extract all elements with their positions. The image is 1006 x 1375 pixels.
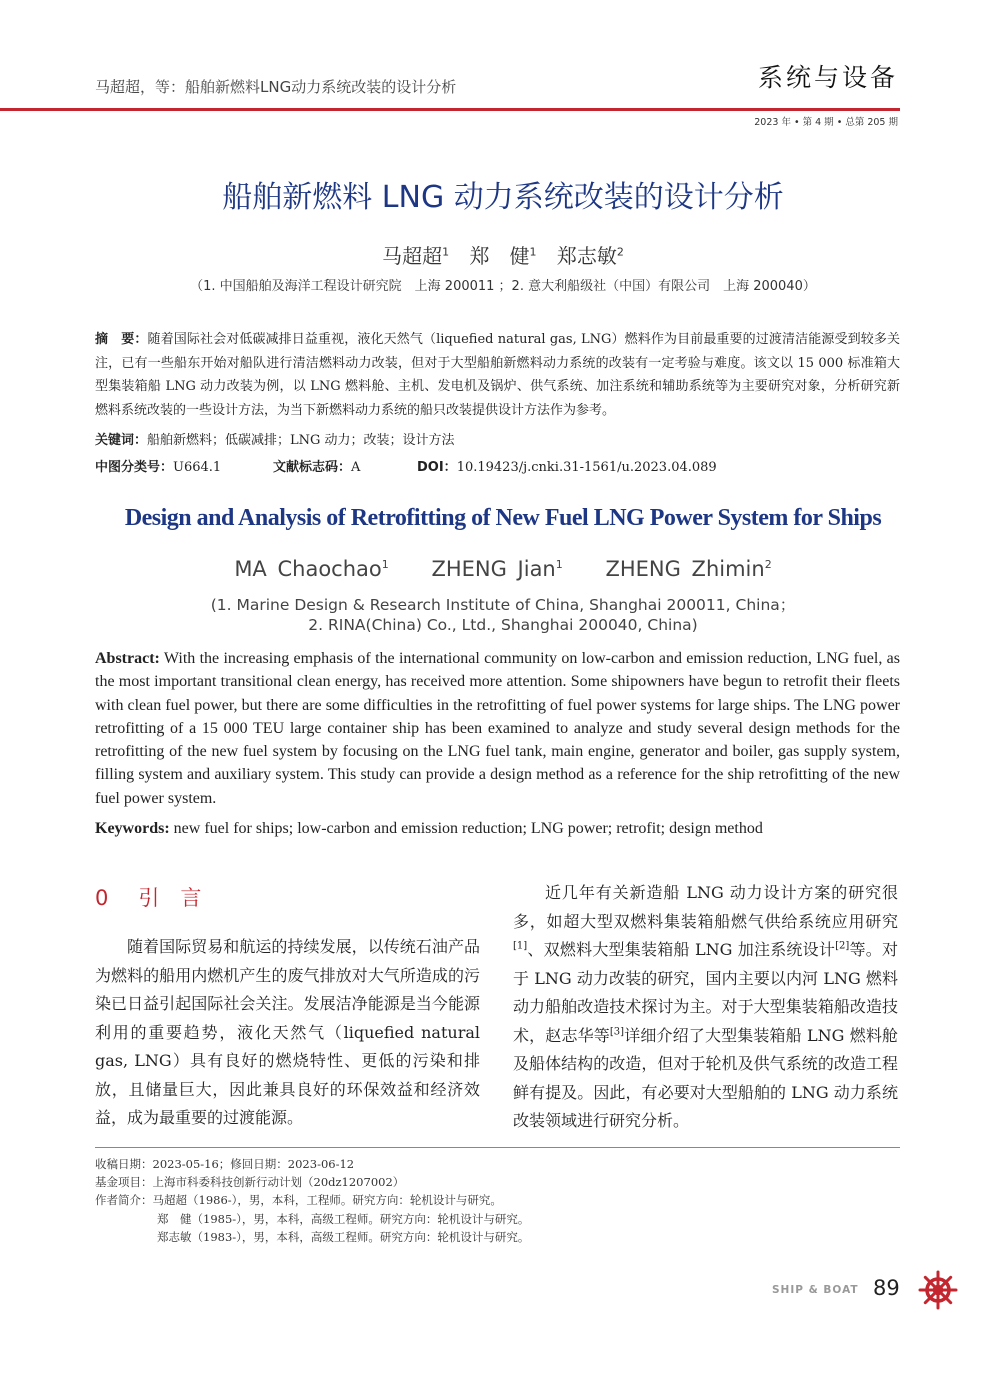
- author-cn: 郑志敏$^2$: [556, 244, 624, 268]
- authors-cn: [0, 240, 1006, 269]
- citation-ref[interactable]: [1]: [513, 940, 528, 952]
- keywords-cn-text: 船舶新燃料；低碳减排；LNG 动力；改装；设计方法: [147, 433, 455, 448]
- affiliation-en-line: (1. Marine Design & Research Institute of China, Shanghai 200011, China；: [210, 596, 796, 614]
- section-name: 系统与设备: [757, 63, 898, 92]
- keywords-cn: [95, 429, 900, 448]
- citation-ref[interactable]: [2]: [835, 940, 850, 952]
- affiliation-en-line: 2. RINA(China) Co., Ltd., Shanghai 200040, China): [308, 616, 698, 634]
- section-heading: [95, 882, 231, 912]
- header-rule: [0, 108, 900, 111]
- keywords-en: [95, 820, 900, 838]
- ship-wheel-icon: [918, 1270, 958, 1310]
- keywords-cn-label: 关键词：: [95, 433, 148, 448]
- paper-title-en: Design and Analysis of Retrofitting of New Fuel LNG Power System for Ships: [124, 505, 882, 531]
- received-date: 收稿日期：2023-05-16；修回日期：2023-06-12: [95, 1157, 355, 1171]
- author-bio: 作者简介：马超超（1986-），男，本科，工程师。研究方向：轮机设计与研究。: [95, 1193, 502, 1207]
- abstract-cn-text: 随着国际社会对低碳减排日益重视，液化天然气（liquefied natural gas, LNG）燃料作为目前最重要的过渡清洁能源受到较多关注，已有一些船东开始对船队进行清洁燃料动力改装，但对于大型船舶新燃料动力系统的改装有一定考验与难度。该文以 15 000 标准箱大型集装箱船 LNG 动力改装为例，以 LNG 燃料舱、主机、发电机及锅炉、供气系统、加注系统和辅助系统等为主要研究对象，分析研究新燃料系统改装的一些设计方法，为当下新燃料动力系统的船只改装提供设计方法作为参考。: [95, 332, 900, 418]
- body-column-left: [95, 933, 480, 1133]
- author-cn: 郑 健$^1$: [469, 244, 537, 268]
- citation-ref[interactable]: [3]: [609, 1026, 625, 1038]
- journal-brand: SHIP & BOAT: [772, 1284, 859, 1296]
- doi: DOI：10.19423/j.cnki.31-1561/u.2023.04.089: [417, 460, 717, 475]
- section-number: 0: [95, 886, 109, 910]
- running-head: 马超超，等：船舶新燃料LNG动力系统改装的设计分析: [95, 78, 457, 96]
- author-en: ZHENG Jian$^1$: [431, 557, 563, 581]
- author-cn: 马超超$^1$: [382, 244, 450, 268]
- clc-number: 中图分类号：U664.1: [95, 460, 222, 475]
- abstract-en: [95, 647, 900, 810]
- page-number: 89: [873, 1276, 900, 1300]
- abstract-cn-label: 摘 要：: [95, 332, 148, 347]
- abstract-cn: [95, 328, 900, 422]
- author-bio: 郑志敏（1983-），男，本科，高级工程师。研究方向：轮机设计与研究。: [157, 1230, 530, 1244]
- section-title: 引 言: [138, 886, 202, 910]
- author-bio: 郑 健（1985-），男，本科，高级工程师。研究方向：轮机设计与研究。: [157, 1212, 530, 1226]
- affiliation-cn: （1. 中国船舶及海洋工程设计研究院 上海 200011 ；2. 意大利船级社（中国）有限公司 上海 200040）: [190, 279, 816, 294]
- author-en: MA Chaochao$^1$: [234, 557, 389, 581]
- body-paragraph: 随着国际贸易和航运的持续发展，以传统石油产品为燃料的船用内燃机产生的废气排放对大气所造成的污染已日益引起国际社会关注。发展洁净能源是当今能源利用的重要趋势，液化天然气（liquefied natural gas, LNG）具有良好的燃烧特性、更低的污染和排放，且储量巨大，因此兼具良好的环保效益和经济效益，成为最重要的过渡能源。: [95, 937, 480, 1127]
- issue-info: 2023 年 • 第 4 期 • 总第 205 期: [754, 117, 898, 128]
- author-en: ZHENG Zhimin$^2$: [605, 557, 772, 581]
- keywords-en-text: new fuel for ships; low-carbon and emission reduction; LNG power; retrofit; design method: [173, 820, 763, 837]
- footnote-rule: [95, 1147, 900, 1148]
- authors-en: [0, 557, 1006, 581]
- body-column-right: [513, 879, 898, 1136]
- doc-code: 文献标志码：A: [273, 460, 361, 475]
- keywords-en-label: Keywords:: [95, 820, 170, 837]
- body-paragraph: 近几年有关新造船 LNG 动力设计方案的研究很多，如超大型双燃料集装箱船燃气供给系统应用研究[1]、双燃料大型集装箱船 LNG 加注系统设计[2]等。对于 LNG 动力改装的研究，国内主要以内河 LNG 燃料动力船舶改造技术探讨为主。对于大型集装箱船改造技术，赵志华等[3]详细介绍了大型集装箱船 LNG 燃料舱及船体结构的改造，但对于轮机及供气系统的改造工程鲜有提及。因此，有必要对大型船舶的 LNG 动力系统改装领域进行研究分析。: [513, 883, 898, 1130]
- paper-title-cn: 船舶新燃料 LNG 动力系统改装的设计分析: [222, 180, 784, 215]
- abstract-en-label: Abstract:: [95, 650, 160, 667]
- fund-info: 基金项目：上海市科委科技创新行动计划（20dz1207002）: [95, 1175, 405, 1189]
- abstract-en-text: With the increasing emphasis of the international community on low-carbon and emission reduction, LNG fuel, as the most important transitional clean energy, has received more attention. Some shipowners have begun to retrofit their fleets with clean fuel power, but there are some difficulties in the retrofitting of fuel power systems for large ships. The LNG power retrofitting of a 15 000 TEU large container ship has been examined to analyze and study several design methods for the retrofitting of the new fuel system by focusing on the LNG fuel tank, main engine, generator and boiler, gas supply system, filling system and auxiliary system. This study can provide a design method as a reference for the ship retrofitting of the new fuel power system.: [95, 650, 901, 807]
